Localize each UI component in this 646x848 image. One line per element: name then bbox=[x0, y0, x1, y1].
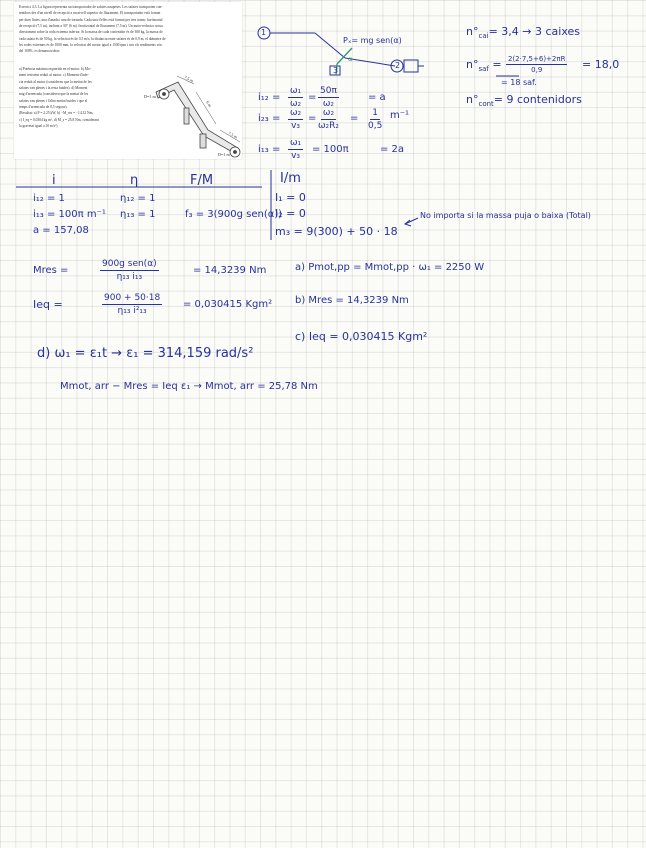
diagram-node-1: 1 bbox=[261, 28, 267, 37]
diagram-node-2: 2 bbox=[395, 61, 401, 70]
table-eta13: η₁₃ = 1 bbox=[120, 209, 156, 220]
figure-label-l-mid: 6 m bbox=[205, 99, 213, 108]
i13-label: i₁₃ = bbox=[258, 144, 281, 155]
answer-b: b) Mres = 14,3239 Nm bbox=[295, 295, 409, 306]
table-header-i: i bbox=[52, 173, 56, 188]
i12-fraction-2: $\frac{50\pi}{\text{ω₂}}$ bbox=[320, 86, 337, 110]
i23-fraction-1: $\frac{\text{ω₂}}{\text{v₃}}$ bbox=[290, 108, 302, 132]
i12-label: i₁₂ = bbox=[258, 92, 281, 103]
i13-result: = 2a bbox=[380, 144, 405, 155]
mres-value: = 14,3239 Nm bbox=[193, 265, 267, 276]
figure-label-l-top: 7,5 m bbox=[183, 74, 195, 84]
n-safates-value: = 18,0 bbox=[582, 58, 620, 71]
diagram-angle-label: α bbox=[348, 55, 353, 63]
figure-label-d-top: D=1 m bbox=[218, 152, 230, 157]
n-caixes-line: $n^\circ_{cai}= 3,4 \to 3$ caixes bbox=[466, 25, 581, 41]
ieq-fraction: $\frac{900 + 50\cdot 18}{\text{η₁₃ i²₁₃}}$ bbox=[104, 293, 161, 317]
figure-label-d-bottom: D=1 m bbox=[144, 94, 156, 99]
answer-a: a) Pmot,pp = Mmot,pp · ω₁ = 2250 W bbox=[295, 262, 485, 273]
table-header-eta: η bbox=[130, 173, 139, 188]
table-i13: i₁₃ = 100π m⁻¹ bbox=[33, 209, 106, 220]
n-safates-line: $n^\circ_{saf}$ = bbox=[466, 58, 502, 74]
diagram-force-label: Pₓ= mg sen(α) bbox=[343, 36, 402, 45]
statement-paragraph: Exercici 4.3. La figura representa un transportador de safates naupeses. Les safates transporten con- tenidors des d'un nivell de recepció a un nivell superior de lliurament. El transportador està format per dues línies, una d'anada i una de tornada. Cada una d'elles està format per tres trams: horitzontal de recepció (7,5 m), inclinat a 30° (6 m) i horitzontal de lliurament (7,5 m). Un moto-reductor actua directament sobre la roda extrema inferior. Si la massa de cada contenidor és de 300 kg, la massa de cada safata és de 50 kg, la velocitat és de 0,5 m/s, la distància entre safates és de 0,9 m, el diàmetre de les rodes extremes és de 1000 mm, la velocitat del motor igual a 1500 rpm i tots els rendiments són del 100%, es demana trobar: bbox=[19, 5, 166, 54]
ieq-label: Ieq = bbox=[33, 298, 63, 311]
table-f3: f₃ = 3(900g sen(α)) bbox=[185, 209, 283, 220]
i23-fraction-2: $\frac{\text{ω₂}}{\text{ω₂R₂}}$ bbox=[318, 108, 340, 132]
i23-label: i₂₃ = bbox=[258, 113, 281, 124]
table-m3: m₃ = 9(300) + 50 · 18 bbox=[275, 225, 398, 238]
table-a: a = 157,08 bbox=[33, 225, 89, 236]
table-eta12: η₁₂ = 1 bbox=[120, 193, 156, 204]
exercise-statement bbox=[14, 2, 242, 159]
i13-fraction: $\frac{\text{ω₁}}{\text{v₃}}$ bbox=[290, 138, 302, 162]
table-note: No importa si la massa puja o baixa (Total) bbox=[420, 211, 591, 220]
statement-questions: a) Potència màxima requerida en el motor. b) Mo- ment resistent reduït al motor. c) Moment d'inèr- cia reduït al motor (considereu que la meitat de les safates van plenes i la resta buides). d) Moment mig d'arrencada (considereu que la meitat de les safates van plenes i l'altra meitat buides i que el temps d'arrencada de 0,5 segons). (Resultat: a) P = 2,25 kW, b) −M_res = −14,32 Nm, c) I_eq = 0,0304 kg m², d) M_s = 25,8 Nm, considerant la gravetat igual a 10 m/s²) bbox=[19, 67, 99, 129]
i12-fraction-1: $\frac{\text{ω₁}}{\text{ω₂}}$ bbox=[290, 86, 302, 110]
mres-label: Mres = bbox=[33, 265, 69, 276]
i12-result: = a bbox=[368, 92, 386, 103]
answer-d: d) ω₁ = ε₁t → ε₁ = 314,159 rad/s² bbox=[37, 346, 254, 361]
i23-unit: m⁻¹ bbox=[390, 110, 410, 121]
conveyor-figure bbox=[144, 64, 242, 159]
n-safates-result: = 18 saf. bbox=[501, 78, 537, 87]
ieq-value: = 0,030415 Kgm² bbox=[183, 299, 273, 310]
table-I1: I₁ = 0 bbox=[275, 191, 306, 204]
i13-value: = 100π bbox=[312, 144, 349, 155]
table-header-im: I/m bbox=[280, 171, 301, 186]
table-header-fm: F/M bbox=[190, 173, 214, 188]
starting-torque: Mmot, arr − Mres = Ieq ε₁ → Mmot, arr = 25,78 Nm bbox=[60, 381, 318, 392]
mres-fraction: 900g sen(α) η₁₃ i₁₃ bbox=[102, 259, 157, 283]
notes-page: Exercici 4.3. La figura representa un transportador de safates naupeses. Les safates transporten con- tenidors des d'un nivell de recepció a un nivell superior de lliurament. El transportador està format per dues línies, una d'anada i una de tornada. Cada una d'elles està format per tres trams: horitzontal de recepció (7,5 m), inclinat a 30° (6 m) i horitzontal de lliurament (7,5 m). Un moto-reductor actua directament sobre la roda extrema inferior. Si la massa de cada contenidor és de 300 kg, la massa de cada safata és de 50 kg, la velocitat és de 0,5 m/s, la distància entre safates és de 0,9 m, el diàmetre de les rodes extremes és de 1000 mm, la velocitat del motor igual a 1500 rpm i tots els rendiments són del 100%, es demana trobar: a) Potència màxima requerida en el motor. b) Mo- ment resistent reduït al motor. c) Moment d'inèr- cia reduït al motor (considereu que la meitat de les safates van plenes i la resta buides). d) Moment mig d'arrencada (considereu que la meitat de les safates van plenes i l'altra meitat buides i que el temps d'arrencada de 0,5 segons). (Resultat: a) P = 2,25 kW, b) −M_res = −14,32 Nm, c) I_eq = 0,0304 kg m², d) M_s = 25,8 Nm, considerant la gravetat igual a 10 m/s²) D=1 m D=1 m 7,5 m 6 m 7,5 m 1 2 3 Pₓ= mg sen(α) α $n^\circ_{cai}= 3,4 \to 3$ caixes $n^\circ_{saf}$ = $\frac{2(2\cdot 7,5+6)+2\pi R}{0,9}$ = 18,0 = 18 saf. $n^\circ_{cont}= 9$ contenidors i₁₂ = $\frac{\text{ω₁}}{\text{ω₂}}$ = $\frac{50\pi}{\text{ω₂}}$ = a i₂₃ = $\frac{\text{ω₂}}{\text{v₃}}$ = $\frac{\text{ω₂}}{\text{ω₂R₂}}$ = $\frac{1}{0,5}$ m⁻¹ i₁₃ = $\frac{\text{ω₁}}{\text{v₃}}$ = 100π = 2a i η F/M I/m i₁₂ = 1 i₁₃ = 100π m⁻¹ a = 157,08 η₁₂ = 1 η₁₃ = 1 f₃ = 3(900g sen(α)) I₁ = 0 I₂ = 0 m₃ = 9(300) + 50 · 18 No importa si la massa puja o baixa (Total) Mres = 900g sen(α) η₁₃ i₁₃ = 14,3239 Nm Ieq = $\frac{900 + 50\cdot 18}{\text{η₁₃ i²₁₃}}$ = 0,030415 Kgm² a) Pmot,pp = Mmot,pp · ω₁ = 2250 W b) Mres = 14,3239 Nm c) Ieq = 0,030415 Kgm² d) ω₁ = ε₁t → ε₁ = 314,159 rad/s² Mmot, arr − Mres = Ieq ε₁ → Mmot, arr = 25,78 Nm bbox=[0, 0, 646, 848]
table-i12: i₁₂ = 1 bbox=[33, 193, 65, 204]
n-contenidors-line: $n^\circ_{cont}= 9$ contenidors bbox=[466, 93, 582, 109]
figure-label-l-bottom: 7,5 m bbox=[227, 130, 239, 140]
answer-c: c) Ieq = 0,030415 Kgm² bbox=[295, 330, 428, 343]
table-I2: I₂ = 0 bbox=[275, 207, 306, 220]
diagram-node-3: 3 bbox=[333, 66, 339, 75]
i23-fraction-3: $\frac{1}{0,5}$ bbox=[368, 108, 383, 132]
n-safates-fraction: $\frac{2(2\cdot 7,5+6)+2\pi R}{0,9}$ bbox=[508, 55, 566, 75]
